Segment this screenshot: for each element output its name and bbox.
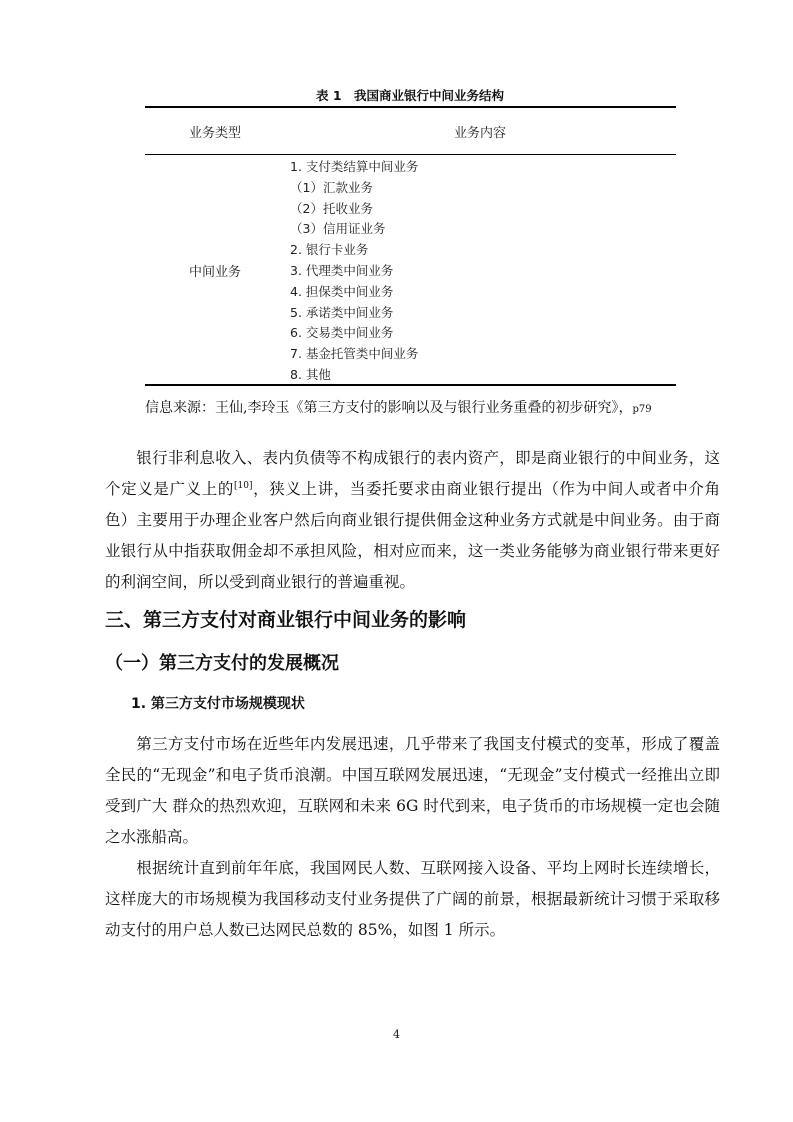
list-item: （1）汇款业务	[290, 179, 373, 195]
paragraph-statistics	[105, 853, 720, 946]
list-item: 5. 承诺类中间业务	[290, 304, 394, 320]
table-source-note	[145, 397, 652, 417]
list-item: （3）信用证业务	[290, 221, 386, 237]
list-item: 4. 担保类中间业务	[290, 283, 394, 299]
list-item: 1. 支付类结算中间业务	[290, 159, 419, 174]
table-bottom-rule	[145, 384, 676, 386]
table-caption: 表 1 我国商业银行中间业务结构	[315, 88, 505, 103]
list-item: 7. 基金托管类中间业务	[290, 346, 419, 362]
item-heading: 1. 第三方支付市场规模现状	[131, 696, 305, 712]
paragraph-definition	[105, 443, 720, 598]
table-header-rule	[145, 154, 676, 155]
source-page: p79	[632, 404, 652, 415]
table-content-list	[290, 157, 418, 386]
section-heading: 三、第三方支付对商业银行中间业务的影响	[105, 609, 467, 631]
subsection-heading: （一）第三方支付的发展概况	[105, 653, 339, 674]
list-item: 2. 银行卡业务	[290, 242, 369, 258]
table-cell-type: 中间业务	[188, 265, 241, 280]
list-item: 8. 其他	[290, 366, 331, 382]
paragraph-text: 根据统计直到前年年底，我国网民人数、互联网接入设备、平均上网时长连续增长，这样庞大的市场规模为我国移动支付业务提供了广阔的前景，根据最新统计习惯于采取移动支付的用户总人数已达网民总数的 85%，如图 1 所示。	[105, 859, 720, 939]
table-header-content: 业务内容	[453, 126, 506, 141]
paragraph-market	[105, 729, 720, 853]
list-item: 3. 代理类中间业务	[290, 262, 394, 278]
list-item: （2）托收业务	[290, 200, 373, 216]
citation-ref: [10]	[233, 480, 253, 491]
list-item: 6. 交易类中间业务	[290, 325, 394, 341]
paragraph-text: ，狭义上讲，当委托要求由商业银行提出（作为中间人或者中介角色）主要用于办理企业客户然后向商业银行提供佣金这种业务方式就是中间业务。由于商业银行从中指获取佣金却不承担风险，相对应而来，这一类业务能够为商业银行带来更好的利润空间，所以受到商业银行的普遍重视。	[105, 480, 720, 591]
paragraph-text: 第三方支付市场在近些年内发展迅速，几乎带来了我国支付模式的变革，形成了覆盖全民的“无现金”和电子货币浪潮。中国互联网发展迅速，“无现金”支付模式一经推出立即受到广大 群众的热烈欢迎，互联网和未来 6G 时代到来，电子货币的市场规模一定也会随之水涨船高。	[105, 735, 720, 846]
page-number: 4	[393, 1028, 400, 1041]
table-header-type: 业务类型	[188, 126, 241, 141]
paragraph-text: 银行非利息收入、表内负债等不构成银行的表内资产，即是商业银行的中间业务，这个定义是广义上的	[105, 449, 720, 498]
source-text: 信息来源：王仙,李玲玉《第三方支付的影响以及与银行业务重叠的初步研究》，	[145, 400, 633, 416]
table-top-rule	[145, 106, 676, 108]
